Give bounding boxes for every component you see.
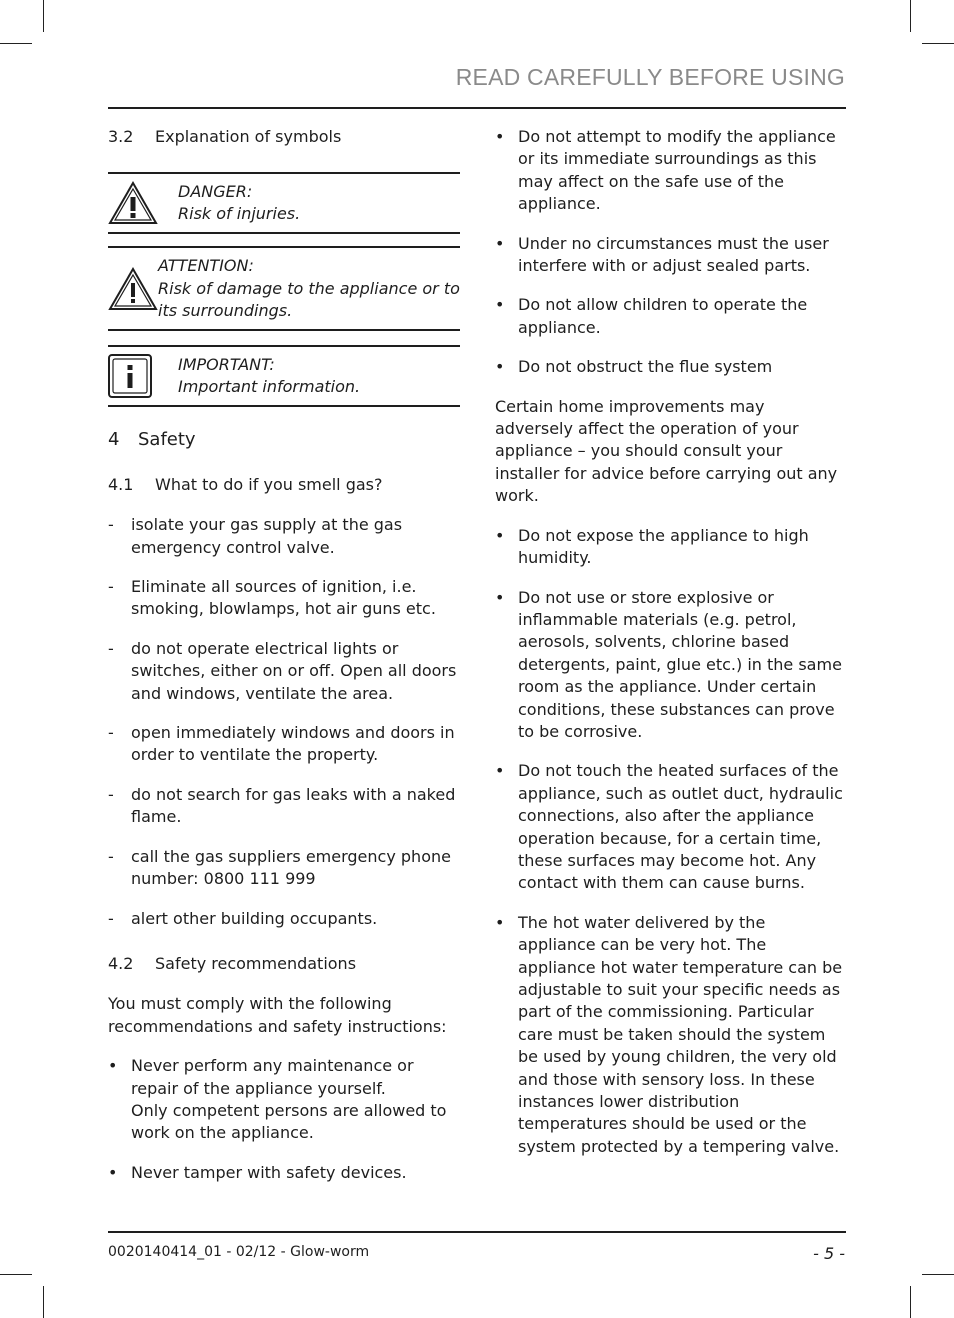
- section-4-2-heading: [108, 953, 460, 975]
- dash-marker: -: [108, 846, 114, 866]
- intro-paragraph: You must comply with the following recommendations and safety instructions:: [108, 994, 447, 1036]
- section-3-2-heading: [108, 126, 460, 148]
- list-item: [495, 587, 845, 744]
- list-item-text: The hot water delivered by the appliance can be very hot. The appliance hot water temperature can be adjustable to suit your specific needs as part of the commissioning. Particular care must be taken should the system be used by young children, the very old and those with sensory loss. In these instances lower distribution temperatures should be used or the system protected by a tempering valve.: [518, 912, 843, 1156]
- list-item: [108, 638, 460, 705]
- danger-symbol-row: [108, 172, 460, 234]
- symbol-description: Risk of injuries.: [178, 204, 301, 224]
- list-item-text: Do not attempt to modify the appliance or its immediate surroundings as this may affect on the safe use of the appliance.: [518, 127, 836, 214]
- list-item: [108, 846, 460, 891]
- list-item: [495, 294, 845, 339]
- list-item-text: do not search for gas leaks with a naked flame.: [131, 784, 456, 827]
- section-title: Safety: [138, 429, 196, 451]
- bullet-marker: •: [108, 1056, 118, 1076]
- list-item-text: isolate your gas supply at the gas emergency control valve.: [131, 515, 403, 557]
- list-item-text: Do not use or store explosive or inflammable materials (e.g. petrol, aerosols, solvents, chlorine based detergents, paint, glue etc.) in the same room as the appliance. Under certain conditions, these substances can prove to be corrosive.: [518, 587, 842, 741]
- list-item-line: Only competent persons are allowed to work on the appliance.: [131, 1100, 447, 1143]
- list-item: [108, 514, 460, 559]
- list-item: [108, 576, 460, 621]
- bullet-marker: •: [495, 233, 505, 253]
- list-item: [495, 760, 845, 894]
- crop-mark: [910, 1286, 911, 1318]
- dash-marker: -: [108, 784, 114, 804]
- section-title: Safety recommendations: [155, 953, 357, 973]
- important-symbol-row: [108, 345, 460, 407]
- list-item: [495, 126, 845, 216]
- list-item: [108, 784, 460, 829]
- important-text: [178, 354, 360, 399]
- section-number: 4.1: [108, 474, 134, 494]
- list-item: [495, 356, 845, 378]
- section-number: 3.2: [108, 127, 134, 146]
- dash-marker: -: [108, 577, 114, 597]
- list-item-text: do not operate electrical lights or switches, either on or off. Open all doors and windows, ventilate the area.: [131, 638, 457, 703]
- page-number: - 5 -: [813, 1244, 845, 1263]
- crop-mark: [922, 1274, 954, 1275]
- list-item-text: call the gas suppliers emergency phone number: 0800 111 999: [131, 846, 451, 889]
- right-column: [495, 126, 845, 1158]
- crop-mark: [0, 1274, 32, 1275]
- list-item-text: open immediately windows and doors in order to ventilate the property.: [131, 723, 455, 765]
- crop-mark: [43, 0, 44, 32]
- list-item: [495, 912, 845, 1158]
- crop-mark: [910, 0, 911, 32]
- list-item: [108, 1162, 460, 1184]
- list-item-text: Do not expose the appliance to high humidity.: [518, 525, 809, 568]
- left-column: [108, 126, 460, 1184]
- header-rule: [108, 107, 846, 109]
- dash-marker: -: [108, 638, 114, 658]
- symbol-label: IMPORTANT:: [178, 355, 275, 374]
- list-item: [495, 525, 845, 570]
- list-item: [108, 1055, 460, 1145]
- attention-symbol-row: [108, 246, 460, 331]
- list-item-text: Do not obstruct the flue system: [518, 357, 773, 377]
- symbol-description: Risk of damage to the appliance or to its surroundings.: [158, 278, 460, 321]
- section-title: Explanation of symbols: [155, 127, 342, 146]
- page-header-title: READ CAREFULLY BEFORE USING: [455, 64, 845, 90]
- section-number: 4: [108, 429, 120, 451]
- footer-rule: [108, 1231, 846, 1233]
- attention-triangle-icon: [108, 267, 158, 311]
- crop-mark: [0, 43, 32, 44]
- list-item-text: Do not allow children to operate the appliance.: [518, 295, 808, 337]
- bullet-marker: •: [495, 295, 505, 315]
- list-item: [108, 908, 460, 930]
- attention-text: [158, 255, 460, 322]
- list-item-text: Under no circumstances must the user interfere with or adjust sealed parts.: [518, 233, 829, 276]
- footer-doc-reference: 0020140414_01 - 02/12 - Glow-worm: [108, 1244, 370, 1260]
- dash-marker: -: [108, 908, 114, 928]
- list-item: [108, 722, 460, 767]
- crop-mark: [43, 1286, 44, 1318]
- list-item-text: [131, 1055, 460, 1145]
- bullet-marker: •: [495, 761, 505, 781]
- section-number: 4.2: [108, 953, 134, 973]
- bullet-marker: •: [495, 587, 505, 607]
- symbol-description: Important information.: [178, 377, 361, 397]
- section-title: What to do if you smell gas?: [155, 474, 383, 494]
- bullet-marker: •: [495, 912, 505, 932]
- bullet-marker: •: [495, 357, 505, 377]
- list-item-line: Never perform any maintenance or repair of the appliance yourself.: [131, 1056, 414, 1098]
- bullet-marker: •: [495, 525, 505, 545]
- list-item-text: Eliminate all sources of ignition, i.e. smoking, blowlamps, hot air guns etc.: [131, 577, 436, 619]
- info-icon: [108, 354, 178, 398]
- dash-marker: -: [108, 723, 114, 743]
- section-4-heading: [108, 429, 460, 451]
- bullet-marker: •: [495, 127, 505, 146]
- section-4-1-heading: [108, 474, 460, 496]
- list-item-text: Do not touch the heated surfaces of the appliance, such as outlet duct, hydraulic connections, also after the appliance operation because, for a certain time, these surfaces may become hot. Any contact with them can cause burns.: [518, 761, 843, 893]
- danger-text: [178, 181, 300, 226]
- crop-mark: [922, 43, 954, 44]
- list-item-text: alert other building occupants.: [131, 908, 378, 928]
- danger-triangle-icon: [108, 181, 178, 225]
- dash-marker: -: [108, 515, 114, 535]
- symbol-label: ATTENTION:: [158, 256, 254, 276]
- bullet-marker: •: [108, 1162, 118, 1182]
- symbol-label: DANGER:: [178, 182, 253, 201]
- list-item: [495, 233, 845, 278]
- advice-paragraph: Certain home improvements may adversely affect the operation of your appliance – you should consult your installer for advice before carrying out any work.: [495, 396, 838, 506]
- list-item-text: Never tamper with safety devices.: [131, 1162, 407, 1182]
